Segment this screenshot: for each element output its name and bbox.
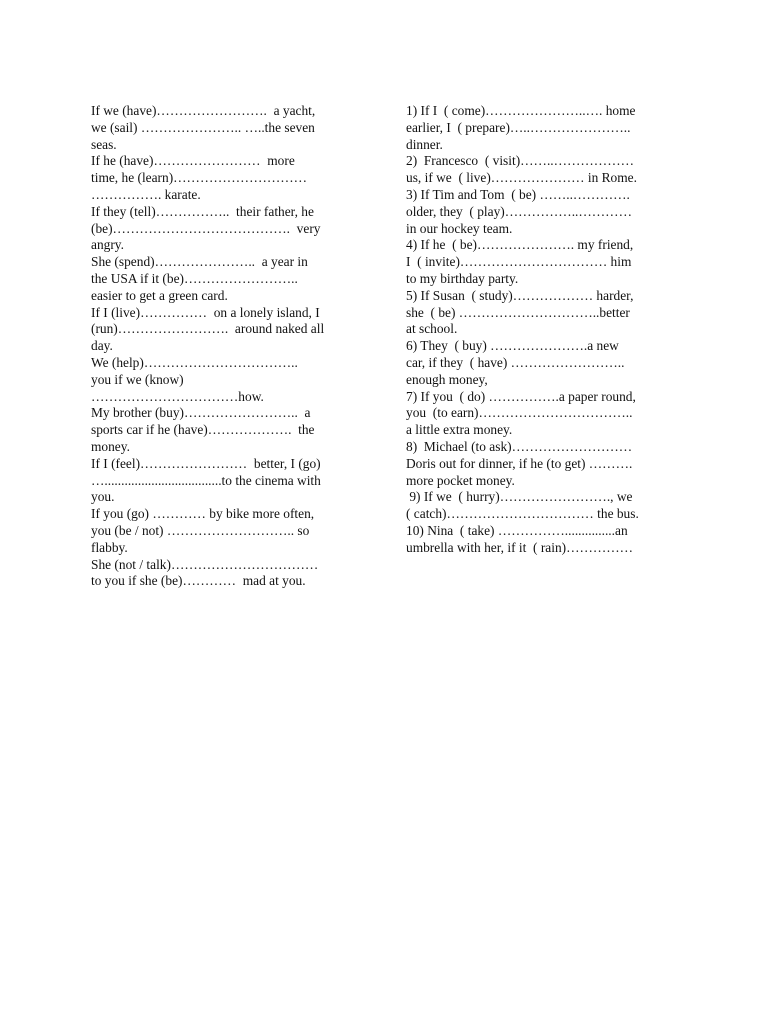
exercise-line: My brother (buy)…………………….. a — [91, 405, 311, 421]
exercise-line: easier to get a green card. — [91, 287, 228, 303]
exercise-line: more pocket money. — [406, 472, 515, 488]
exercise-line: 4) If he ( be)…………………. my friend, — [406, 237, 634, 253]
exercise-line: I ( invite)…………………………… him — [406, 254, 632, 270]
exercise-line: older, they ( play)……………..………… — [406, 203, 632, 219]
exercise-line: enough money, — [406, 371, 488, 387]
exercise-line: you. — [91, 489, 115, 505]
exercise-line: She (not / talk)…………………………… — [91, 556, 319, 572]
right-exercise-column — [406, 103, 674, 557]
exercise-line: 6) They ( buy) ………………….a new — [406, 338, 619, 354]
exercise-line: 3) If Tim and Tom ( be) ……..…………. — [406, 186, 630, 202]
exercise-line: she ( be) …………………………..better — [406, 304, 630, 320]
exercise-line: 9) If we ( hurry)……………………., we — [406, 489, 633, 505]
exercise-line: 10) Nina ( take) ……………...............an — [406, 522, 628, 538]
exercise-line: We (help)…………………………….. — [91, 354, 298, 370]
exercise-line: (run)……………………. around naked all — [91, 321, 325, 337]
exercise-line: 7) If you ( do) …………….a paper round, — [406, 388, 636, 404]
exercise-line: flabby. — [91, 539, 128, 555]
exercise-line: you (to earn)…………………………….. — [406, 405, 633, 421]
exercise-line: If I (live)…………… on a lonely island, I — [91, 304, 320, 320]
exercise-line: ……………………………how. — [91, 388, 264, 404]
exercise-line: Doris out for dinner, if he (to get) ………. — [406, 455, 633, 471]
exercise-line: ……………. karate. — [91, 186, 201, 202]
exercise-line: 8) Michael (to ask)……………………… — [406, 438, 633, 454]
exercise-line: time, he (learn)………………………… — [91, 170, 308, 186]
exercise-line: to my birthday party. — [406, 270, 519, 286]
left-exercise-column — [91, 103, 363, 590]
exercise-line: to you if she (be)………… mad at you. — [91, 573, 306, 589]
exercise-line: dinner. — [406, 136, 443, 152]
exercise-line: 2) Francesco ( visit)……..……………… — [406, 153, 634, 169]
exercise-line: She (spend)………………….. a year in — [91, 254, 308, 270]
exercise-line: earlier, I ( prepare)…..………………….. — [406, 119, 631, 135]
exercise-line: a little extra money. — [406, 422, 513, 438]
exercise-line: 1) If I ( come)…………………..…. home — [406, 103, 636, 118]
exercise-line: If I (feel)…………………… better, I (go) — [91, 455, 321, 471]
exercise-line: us, if we ( live)………………… in Rome. — [406, 170, 637, 186]
exercise-line: seas. — [91, 136, 117, 152]
exercise-line: ( catch)…………………………… the bus. — [406, 506, 639, 522]
exercise-line: …...................................to the cinema with — [91, 472, 321, 488]
exercise-line: in our hockey team. — [406, 220, 513, 236]
exercise-line: If we (have)……………………. a yacht, — [91, 103, 316, 118]
exercise-line: money. — [91, 438, 130, 454]
exercise-line: you if we (know) — [91, 371, 184, 387]
exercise-line: If he (have)…………………… more — [91, 153, 295, 169]
exercise-line: If you (go) ………… by bike more often, — [91, 506, 315, 522]
exercise-line: umbrella with her, if it ( rain)…………… — [406, 539, 634, 555]
exercise-line: day. — [91, 338, 113, 354]
exercise-line: (be)…………………………………. very — [91, 220, 321, 236]
exercise-line: If they (tell)…………….. their father, he — [91, 203, 314, 219]
exercise-line: sports car if he (have)………………. the — [91, 422, 315, 438]
exercise-line: angry. — [91, 237, 124, 253]
exercise-line: car, if they ( have) …………………….. — [406, 354, 625, 370]
exercise-line: we (sail) ………………….. …..the seven — [91, 119, 315, 135]
exercise-line: you (be / not) ……………………….. so — [91, 522, 310, 538]
exercise-line: at school. — [406, 321, 458, 337]
exercise-line: the USA if it (be)…………………….. — [91, 270, 298, 286]
exercise-line: 5) If Susan ( study)……………… harder, — [406, 287, 634, 303]
